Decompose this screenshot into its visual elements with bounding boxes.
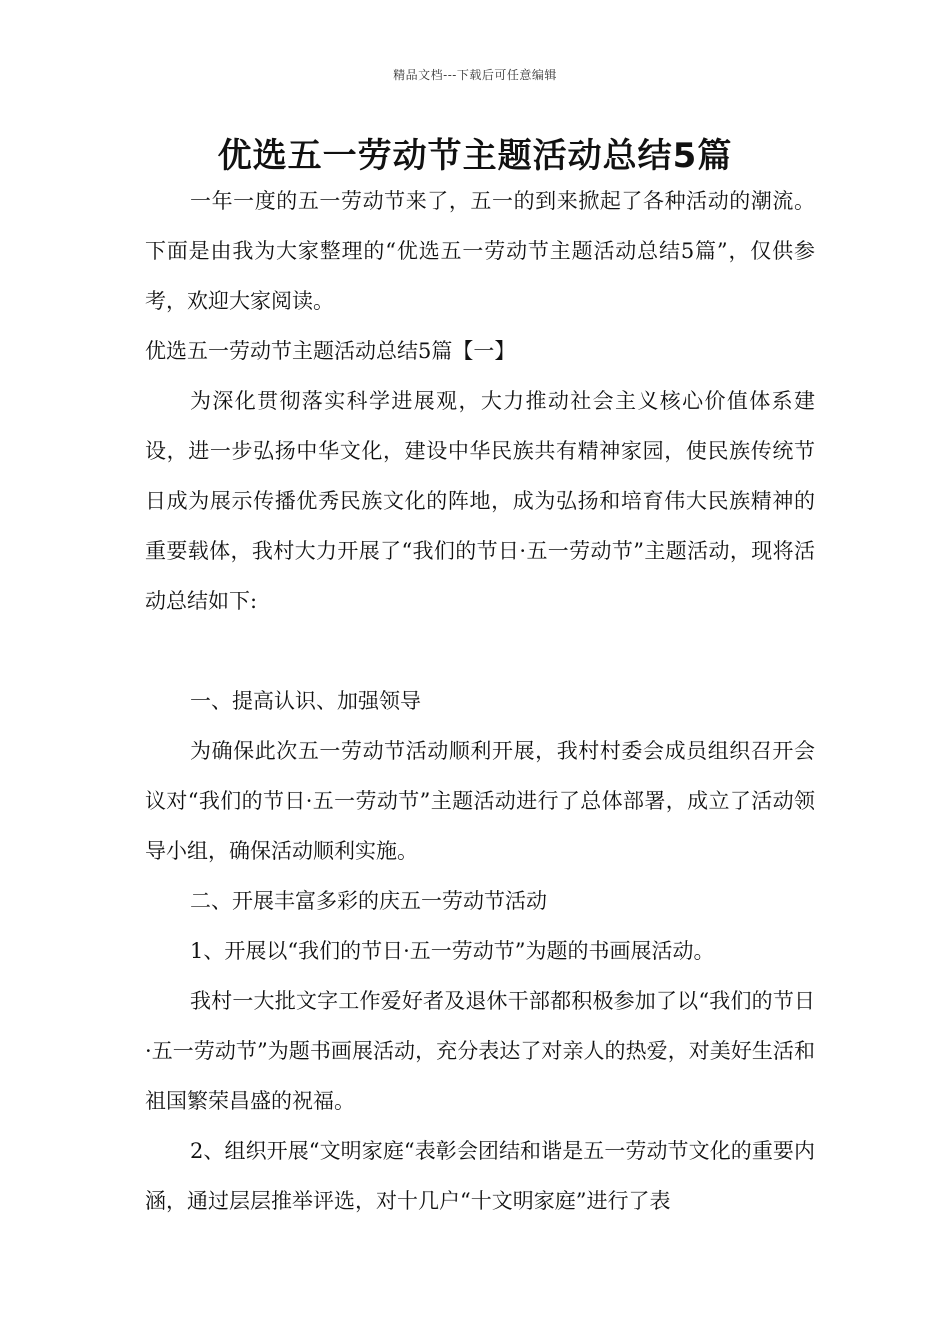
section-heading: 优选五一劳动节主题活动总结5篇【一】 bbox=[145, 339, 516, 363]
header-note: 精品文档---下载后可任意编辑 bbox=[393, 68, 557, 82]
paragraph-4: 2、组织开展“文明家庭“表彰会团结和谐是五一劳动节文化的重要内涵，通过层层推举评选，对十几户“十文明家庭”进行了表 bbox=[145, 1139, 815, 1213]
paragraph-3: 我村一大批文字工作爱好者及退休干部都积极参加了以“我们的节日·五一劳动节”为题书画展活动，充分表达了对亲人的热爱，对美好生活和祖国繁荣昌盛的祝福。 bbox=[145, 989, 815, 1113]
document-title: 优选五一劳动节主题活动总结5篇 bbox=[217, 136, 733, 176]
document-body bbox=[145, 176, 815, 1226]
subheading-1: 一、提高认识、加强领导 bbox=[190, 689, 421, 713]
paragraph-2: 为确保此次五一劳动节活动顺利开展，我村村委会成员组织召开会议对“我们的节日·五一劳动节”主题活动进行了总体部署，成立了活动领导小组，确保活动顺利实施。 bbox=[145, 739, 815, 863]
paragraph-spacer bbox=[145, 626, 815, 676]
paragraph-1: 为深化贯彻落实科学进展观，大力推动社会主义核心价值体系建设，进一步弘扬中华文化，建设中华民族共有精神家园，使民族传统节日成为展示传播优秀民族文化的阵地，成为弘扬和培育伟大民族精神的重要载体，我村大力开展了“我们的节日·五一劳动节”主题活动，现将活动总结如下: bbox=[145, 389, 815, 613]
intro-paragraph: 一年一度的五一劳动节来了，五一的到来掀起了各种活动的潮流。下面是由我为大家整理的“优选五一劳动节主题活动总结5篇”，仅供参考，欢迎大家阅读。 bbox=[145, 189, 815, 313]
subheading-2: 二、开展丰富多彩的庆五一劳动节活动 bbox=[190, 889, 547, 913]
list-item-1: 1、开展以“我们的节日·五一劳动节”为题的书画展活动。 bbox=[190, 939, 715, 963]
